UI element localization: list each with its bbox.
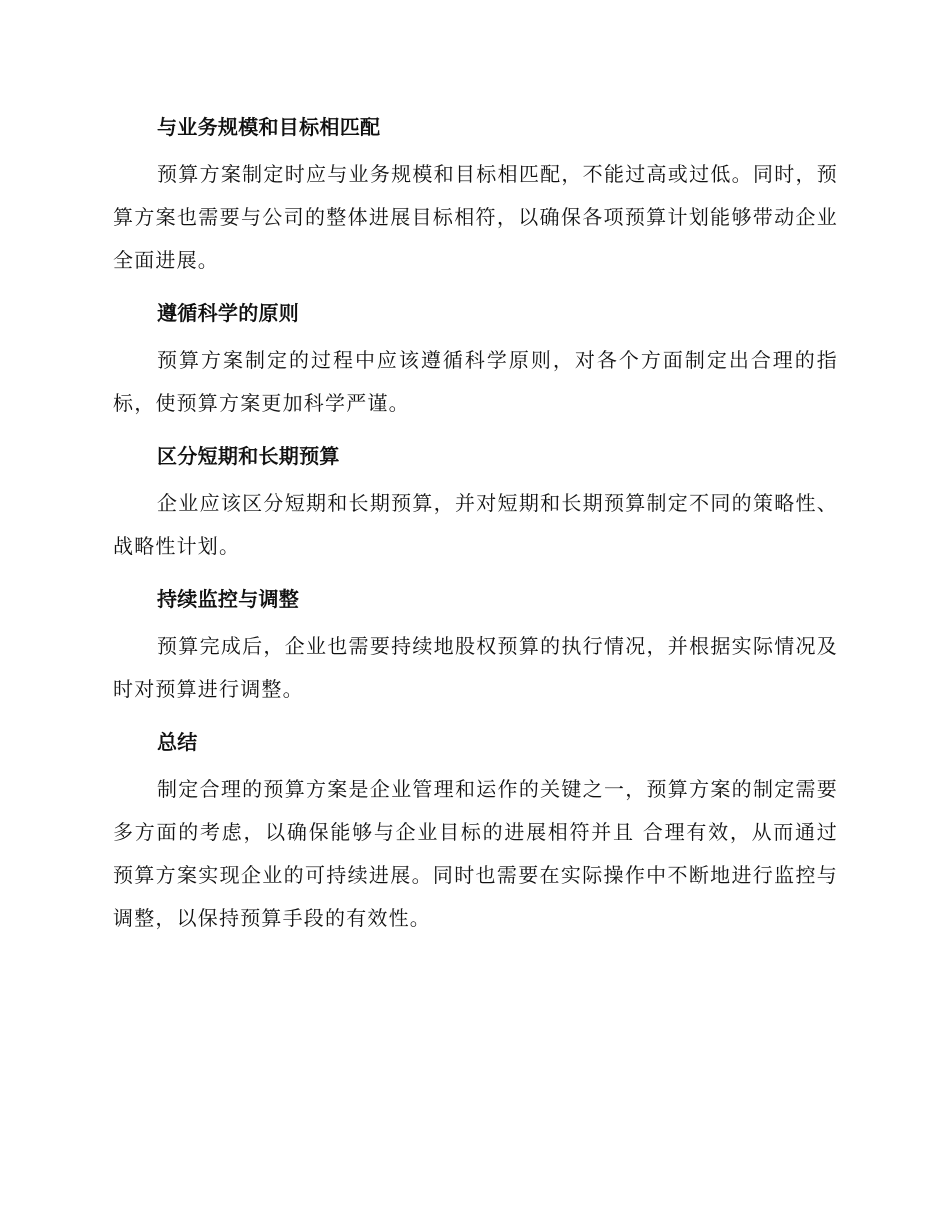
section-heading: 总结 <box>157 730 198 754</box>
section-scientific-principle <box>113 292 838 425</box>
section-heading: 遵循科学的原则 <box>157 301 300 325</box>
section-paragraph: 制定合理的预算方案是企业管理和运作的关键之一，预算方案的制定需要多方面的考虑，以确保能够与企业目标的进展相符并且 合理有效，从而通过预算方案实现企业的可持续进展。同时也需要在实际操作中不断地进行监控与调整，以保持预算手段的有效性。 <box>113 777 838 930</box>
section-heading: 与业务规模和目标相匹配 <box>157 115 381 139</box>
document-page <box>113 106 838 950</box>
section-short-long-term <box>113 435 838 568</box>
section-summary <box>113 721 838 940</box>
section-paragraph: 企业应该区分短期和长期预算，并对短期和长期预算制定不同的策略性、战略性计划。 <box>113 491 838 558</box>
section-monitor-adjust <box>113 578 838 711</box>
section-paragraph: 预算方案制定时应与业务规模和目标相匹配，不能过高或过低。同时，预算方案也需要与公司的整体进展目标相符，以确保各项预算计划能够带动企业全面进展。 <box>113 162 838 272</box>
section-heading: 持续监控与调整 <box>157 587 300 611</box>
section-paragraph: 预算完成后，企业也需要持续地股权预算的执行情况，并根据实际情况及时对预算进行调整。 <box>113 634 838 701</box>
section-heading: 区分短期和长期预算 <box>157 444 340 468</box>
section-business-scale <box>113 106 838 282</box>
section-paragraph: 预算方案制定的过程中应该遵循科学原则，对各个方面制定出合理的指标，使预算方案更加科学严谨。 <box>113 348 838 415</box>
